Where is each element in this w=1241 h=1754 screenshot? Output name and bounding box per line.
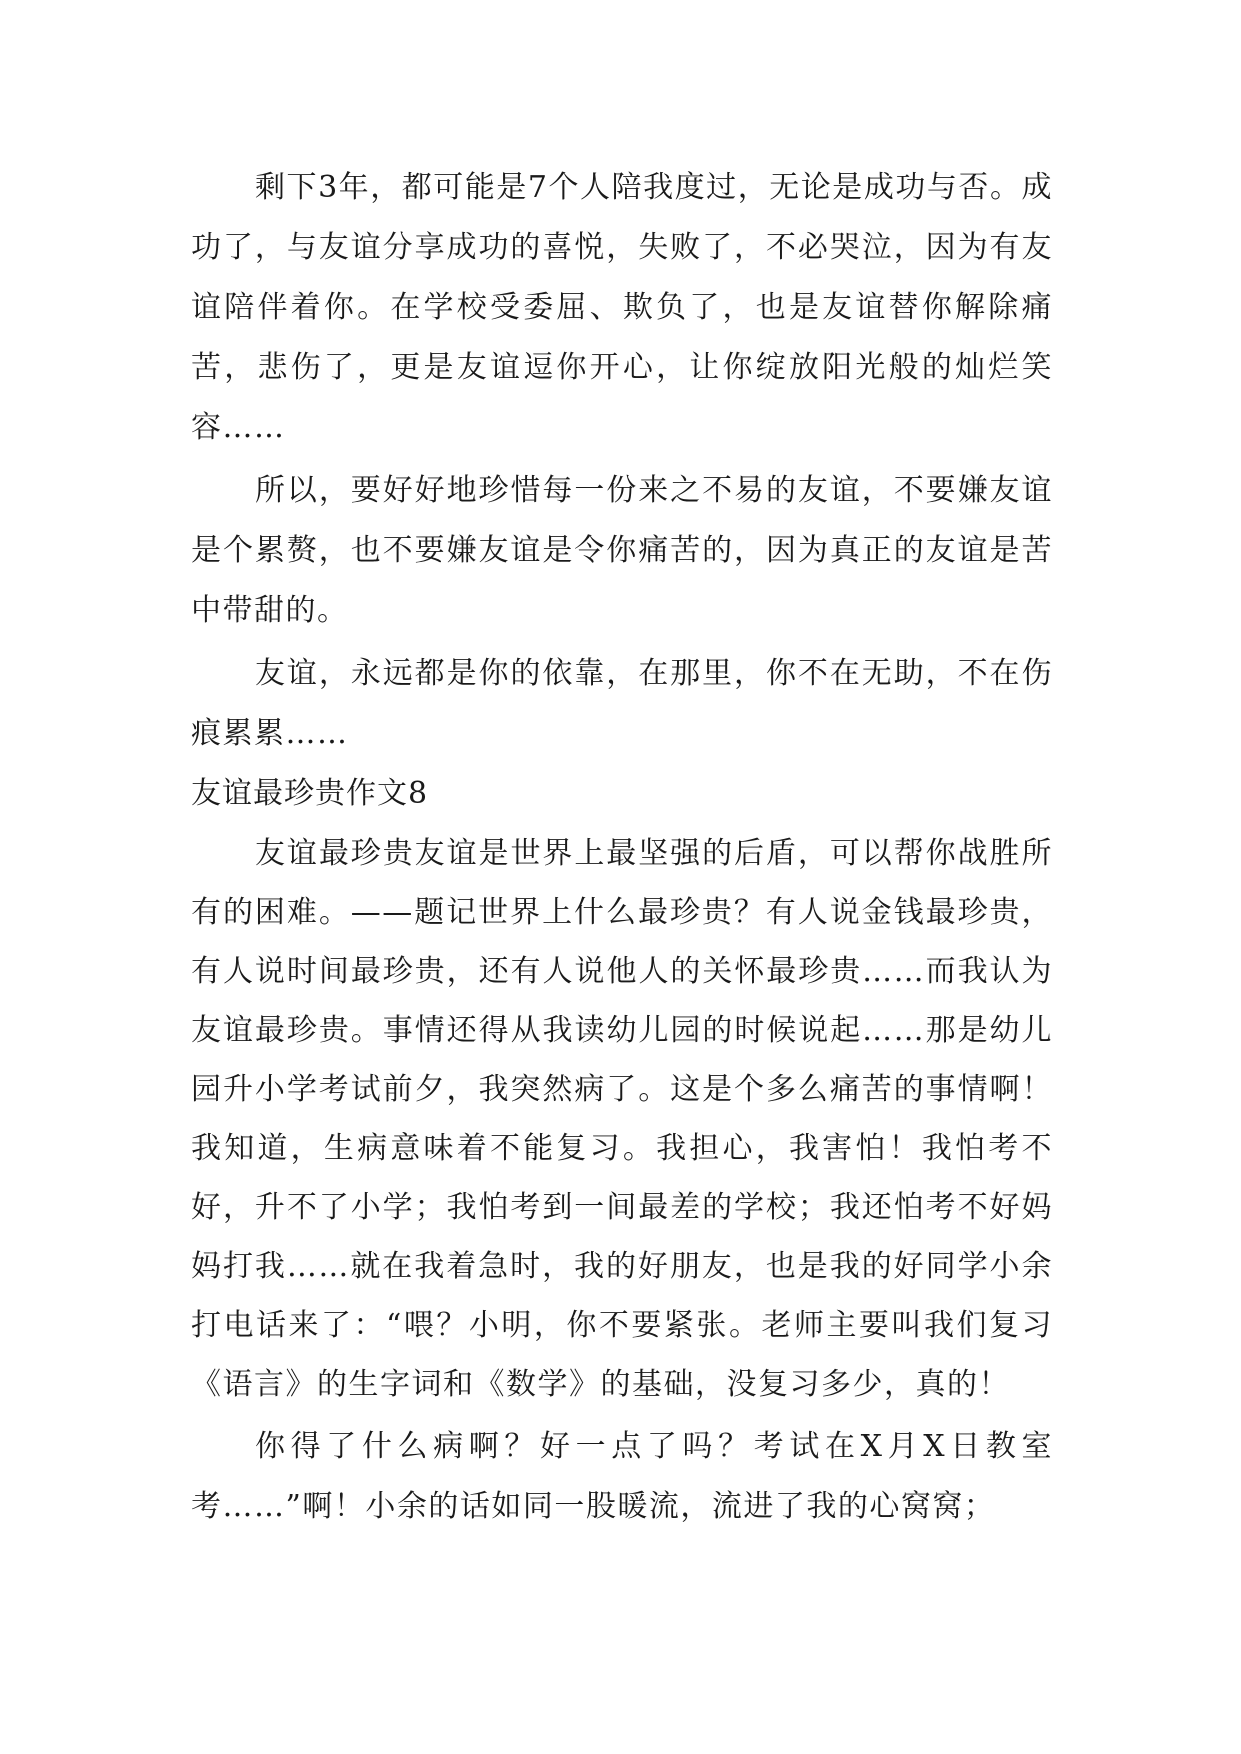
paragraph: 剩下3年，都可能是7个人陪我度过，无论是成功与否。成功了，与友谊分享成功的喜悦，失败了，不必哭泣，因为有友谊陪伴着你。在学校受委屈、欺负了，也是友谊替你解除痛苦，悲伤了，更是友谊逗你开心，让你绽放阳光般的灿烂笑容…… — [191, 170, 1053, 445]
document-body — [191, 158, 1053, 1537]
paragraph: 友谊，永远都是你的依靠，在那里，你不在无助，不在伤痕累累…… — [191, 656, 1053, 751]
paragraph: 友谊最珍贵友谊是世界上最坚强的后盾，可以帮你战胜所有的困难。——题记世界上什么最珍贵？有人说金钱最珍贵，有人说时间最珍贵，还有人说他人的关怀最珍贵……而我认为友谊最珍贵。事情还得从我读幼儿园的时候说起……那是幼儿园升小学考试前夕，我突然病了。这是个多么痛苦的事情啊！我知道，生病意味着不能复习。我担心，我害怕！我怕考不好，升不了小学；我怕考到一间最差的学校；我还怕考不好妈妈打我……就在我着急时，我的好朋友，也是我的好同学小余打电话来了：“喂？小明，你不要紧张。老师主要叫我们复习《语言》的生字词和《数学》的基础，没复习多少，真的！ — [191, 836, 1053, 1402]
paragraph: 你得了什么病啊？好一点了吗？考试在X月X日教室考……”啊！小余的话如同一股暖流，流进了我的心窝窝； — [191, 1429, 1053, 1524]
section-title: 友谊最珍贵作文8 — [191, 776, 429, 811]
paragraph: 所以，要好好地珍惜每一份来之不易的友谊，不要嫌友谊是个累赘，也不要嫌友谊是令你痛苦的，因为真正的友谊是苦中带甜的。 — [191, 473, 1053, 628]
